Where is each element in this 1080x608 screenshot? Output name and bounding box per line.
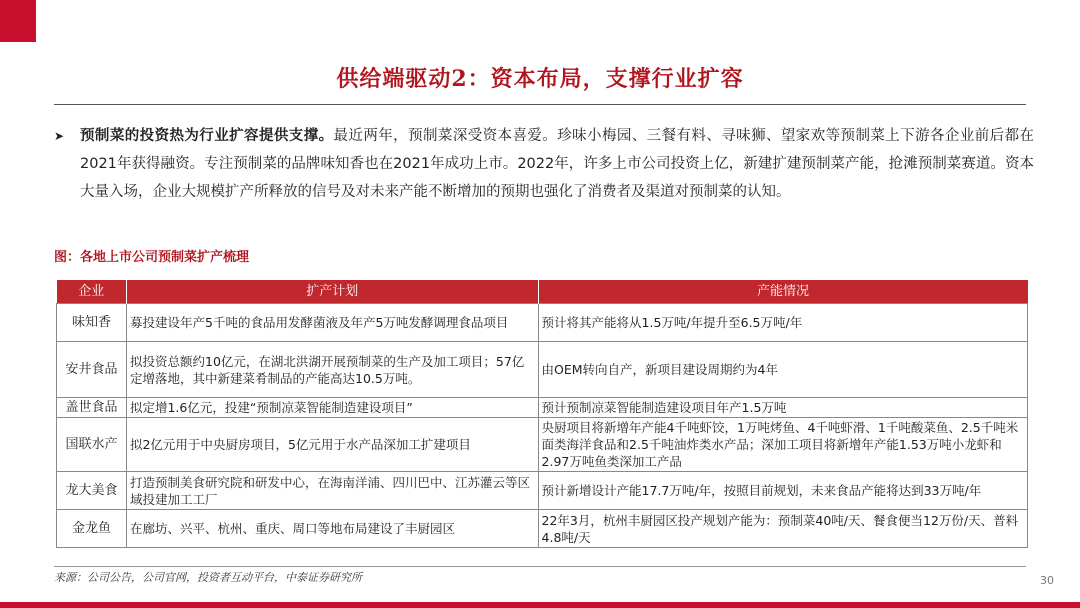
- source-divider: [54, 566, 1026, 567]
- company-cell: 盖世食品: [57, 398, 127, 418]
- header-company: 企业: [57, 280, 127, 304]
- bullet-text: [80, 122, 1034, 206]
- table-row: [57, 398, 1028, 418]
- bottom-accent-bar: [0, 602, 1080, 608]
- company-cell: 龙大美食: [57, 472, 127, 510]
- bullet-paragraph: [54, 122, 1034, 206]
- header-capacity: 产能情况: [538, 280, 1027, 304]
- expansion-table: [56, 280, 1028, 548]
- table-row: [57, 510, 1028, 548]
- plan-cell: 在廊坊、兴平、杭州、重庆、周口等地布局建设了丰厨园区: [126, 510, 538, 548]
- capacity-cell: 由OEM转向自产，新项目建设周期约为4年: [538, 342, 1027, 398]
- company-cell: 金龙鱼: [57, 510, 127, 548]
- title-divider: [54, 104, 1026, 105]
- table-row: [57, 304, 1028, 342]
- plan-cell: 拟2亿元用于中央厨房项目，5亿元用于水产品深加工扩建项目: [126, 418, 538, 472]
- plan-cell: 拟定增1.6亿元，投建“预制凉菜智能制造建设项目”: [126, 398, 538, 418]
- capacity-cell: 预计将其产能将从1.5万吨/年提升至6.5万吨/年: [538, 304, 1027, 342]
- table-row: [57, 472, 1028, 510]
- bullet-lead: 预制菜的投资热为行业扩容提供支撑。: [80, 128, 334, 144]
- capacity-cell: 22年3月，杭州丰厨园区投产规划产能为：预制菜40吨/天、餐食便当12万份/天、普料4.8吨/天: [538, 510, 1027, 548]
- plan-cell: 拟投资总额约10亿元，在湖北洪湖开展预制菜的生产及加工项目；57亿定增落地，其中新建菜肴制品的产能高达10.5万吨。: [126, 342, 538, 398]
- corner-accent: [0, 0, 36, 42]
- page-number: 30: [1040, 574, 1054, 587]
- capacity-cell: 预计新增设计产能17.7万吨/年，按照目前规划，未来食品产能将达到33万吨/年: [538, 472, 1027, 510]
- table-row: [57, 418, 1028, 472]
- plan-cell: 募投建设年产5千吨的食品用发酵菌液及年产5万吨发酵调理食品项目: [126, 304, 538, 342]
- capacity-cell: 央厨项目将新增年产能4千吨虾饺，1万吨烤鱼、4千吨虾滑、1千吨酸菜鱼、2.5千吨米面类海洋食品和2.5千吨油炸类水产品；深加工项目将新增年产能1.53万吨小龙虾和2.97万吨鱼类深加工产品: [538, 418, 1027, 472]
- plan-cell: 打造预制美食研究院和研发中心，在海南洋浦、四川巴中、江苏灌云等区域投建加工工厂: [126, 472, 538, 510]
- company-cell: 国联水产: [57, 418, 127, 472]
- page-title: 供给端驱动2：资本布局，支撑行业扩容: [336, 66, 744, 92]
- capacity-cell: 预计预制凉菜智能制造建设项目年产1.5万吨: [538, 398, 1027, 418]
- table-header-row: [57, 280, 1028, 304]
- company-cell: 安井食品: [57, 342, 127, 398]
- company-cell: 味知香: [57, 304, 127, 342]
- header-plan: 扩产计划: [126, 280, 538, 304]
- figure-caption: 图：各地上市公司预制菜扩产梳理: [54, 250, 250, 265]
- source-note: 来源：公司公告，公司官网，投资者互动平台，中泰证券研究所: [54, 571, 362, 584]
- arrow-bullet-icon: ➤: [54, 129, 65, 143]
- table-row: [57, 342, 1028, 398]
- bullet-body: 最近两年，预制菜深受资本喜爱。珍味小梅园、三餐有料、寻味狮、望家欢等预制菜上下游各企业前后都在2021年获得融资。专注预制菜的品牌味知香也在2021年成功上市。2022年，许多上市公司投资上亿，新建扩建预制菜产能，抢滩预制菜赛道。资本大量入场，企业大规模扩产所释放的信号及对未来产能不断增加的预期也强化了消费者及渠道对预制菜的认知。: [80, 128, 1034, 200]
